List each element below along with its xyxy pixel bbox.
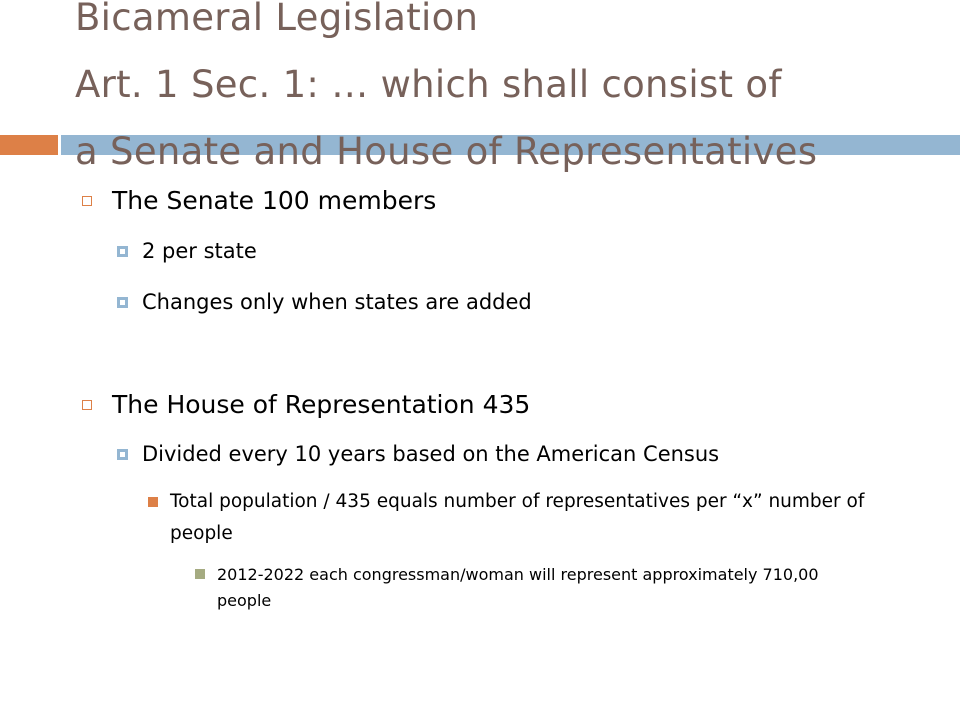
square-bullet-icon — [117, 297, 128, 308]
bullet-senate-per-state: 2 per state — [142, 239, 257, 263]
title-line-2: Art. 1 Sec. 1: … which shall consist of — [75, 63, 782, 106]
bullet-house-census: Divided every 10 years based on the American Census — [142, 442, 720, 466]
square-bullet-icon — [117, 246, 128, 257]
filled-square-bullet-icon — [148, 497, 158, 507]
square-bullet-icon — [117, 449, 128, 460]
olive-square-bullet-icon — [195, 569, 205, 579]
bullet-senate: The Senate 100 members — [112, 186, 437, 215]
bullet-house: The House of Representation 435 — [112, 390, 531, 419]
hollow-square-bullet-icon — [82, 196, 92, 206]
bullet-house-representation: 2012-2022 each congressman/woman will represent approximately 710,00 people — [217, 565, 819, 610]
title-line-3: a Senate and House of Representatives — [75, 130, 818, 173]
bullet-house-population: Total population / 435 equals number of representatives per “x” number of people — [170, 491, 865, 544]
title-line-1: Bicameral Legislation — [75, 0, 479, 39]
hollow-square-bullet-icon — [82, 400, 92, 410]
bullet-senate-changes: Changes only when states are added — [142, 290, 532, 314]
